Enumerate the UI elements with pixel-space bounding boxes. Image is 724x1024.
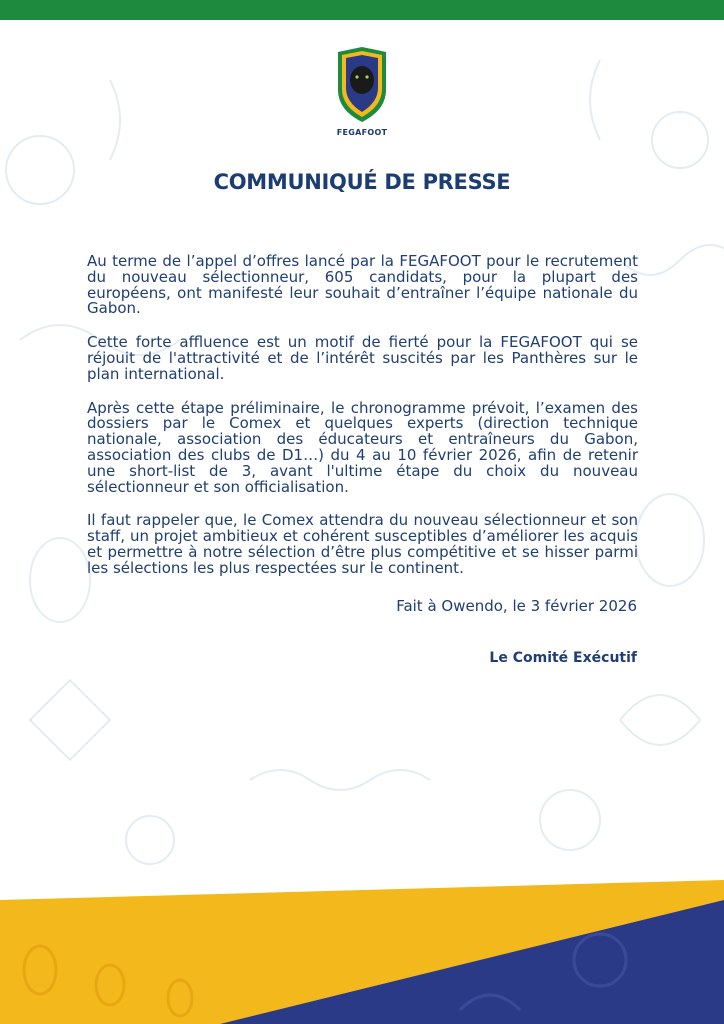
page-title: COMMUNIQUÉ DE PRESSE	[213, 170, 511, 194]
bottom-color-band	[0, 880, 724, 1024]
signatory: Le Comité Exécutif	[489, 650, 637, 666]
paragraph: Cette forte affluence est un motif de fierté pour la FEGAFOOT qui se réjouit de l'attractivité et de l’intérêt suscités par les Panthères sur le plan international.	[87, 333, 638, 383]
paragraph: Il faut rappeler que, le Comex attendra du nouveau sélectionneur et son staff, un projet ambitieux et cohérent susceptibles d’améliorer les acquis et permettre à notre sélection d’être plus compétitive et se hisser parmi les sélections les plus respectées sur le continent.	[87, 511, 638, 577]
communique-body	[87, 254, 638, 595]
paragraph: Au terme de l’appel d’offres lancé par la FEGAFOOT pour le recrutement du nouveau sélectionneur, 605 candidats, pour la plupart des européens, ont manifesté leur souhait d’entraîner l’équipe nationale du Gabon.	[87, 252, 638, 318]
logo-wordmark: FEGAFOOT	[336, 128, 388, 137]
top-green-band	[0, 0, 724, 20]
place-date: Fait à Owendo, le 3 février 2026	[396, 597, 637, 615]
paragraph: Après cette étape préliminaire, le chronogramme prévoit, l’examen des dossiers par le Comex et quelques experts (direction technique nationale, association des éducateurs et entraîneurs du Gabon, association des clubs de D1…) du 4 au 10 février 2026, afin de retenir une short-list de 3, avant l'ultime étape du choix du nouveau sélectionneur et son officialisation.	[87, 398, 638, 496]
